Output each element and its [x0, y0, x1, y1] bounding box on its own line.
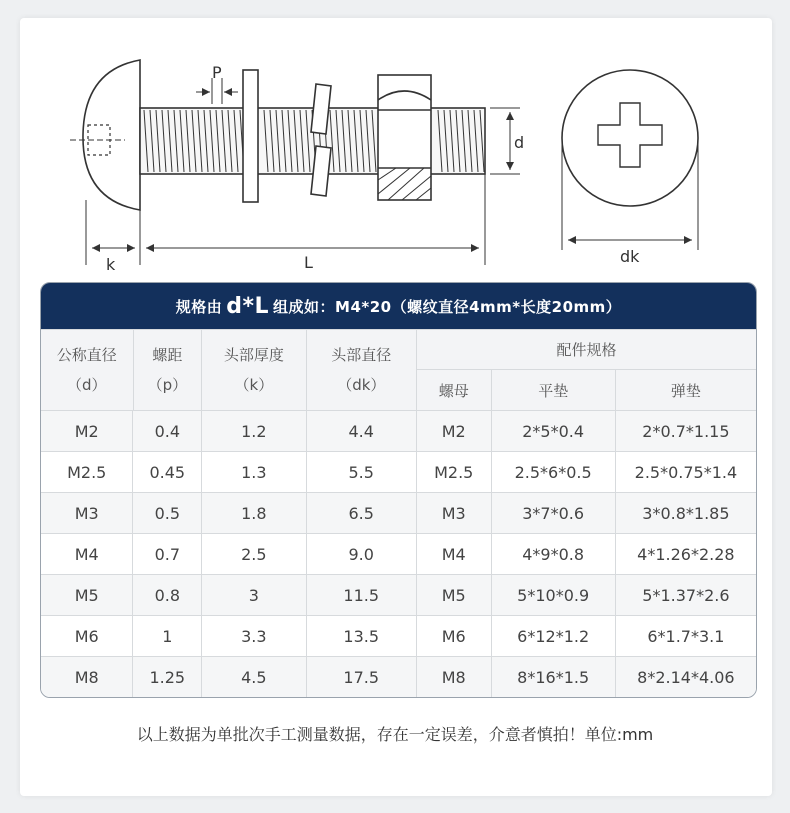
title-formula: d*L [226, 293, 270, 319]
screw-diagram [0, 0, 790, 280]
cell-p: 0.5 [133, 493, 202, 533]
table-body [41, 410, 756, 697]
cell-p: 0.7 [133, 534, 202, 574]
cell-nut: M2 [417, 411, 492, 451]
cell-k: 3 [202, 575, 306, 615]
cell-spring-washer: 2.5*0.75*1.4 [634, 462, 738, 482]
cell-d: M3 [41, 493, 133, 533]
cell-flat-washer: 2.5*6*0.5 [492, 452, 616, 492]
cell-nut: M6 [417, 616, 492, 656]
cell-nut: M8 [417, 657, 492, 697]
label-dk: dk [620, 247, 640, 266]
table-title [41, 283, 756, 329]
table-row [41, 574, 756, 615]
cell-p: 0.8 [133, 575, 202, 615]
table-row [41, 656, 756, 697]
cell-dk: 17.5 [307, 657, 417, 697]
label-d: d [514, 133, 525, 152]
cell-d: M8 [41, 657, 133, 697]
cell-p: 1.25 [133, 657, 202, 697]
title-prefix: 规格由 [175, 297, 223, 316]
header-spring-washer: 弹垫 [670, 381, 701, 400]
cell-d: M6 [41, 616, 133, 656]
cell-nut: M2.5 [417, 452, 492, 492]
table-row [41, 492, 756, 533]
cell-p: 0.45 [133, 452, 202, 492]
header-p: 螺距 （p） [134, 330, 203, 410]
spec-table [40, 282, 757, 698]
cell-p: 1 [133, 616, 202, 656]
cell-spring-washer: 3*0.8*1.85 [642, 503, 730, 523]
cell-k: 3.3 [202, 616, 306, 656]
cell-nut: M5 [417, 575, 492, 615]
cell-d: M2.5 [41, 452, 133, 492]
cell-dk: 6.5 [307, 493, 417, 533]
cell-dk: 5.5 [307, 452, 417, 492]
header-nut: 螺母 [417, 370, 492, 410]
cell-k: 1.8 [202, 493, 306, 533]
table-row [41, 533, 756, 574]
cell-k: 1.3 [202, 452, 306, 492]
cell-spring-washer: 2*0.7*1.15 [642, 421, 730, 441]
cell-dk: 9.0 [307, 534, 417, 574]
cell-flat-washer: 5*10*0.9 [492, 575, 616, 615]
table-row [41, 615, 756, 656]
header-d: 公称直径 （d） [41, 330, 134, 410]
cell-dk: 4.4 [307, 411, 417, 451]
cell-flat-washer: 4*9*0.8 [492, 534, 616, 574]
header-flat-washer: 平垫 [492, 370, 616, 410]
cell-k: 2.5 [202, 534, 306, 574]
cell-nut: M3 [417, 493, 492, 533]
title-suffix: 组成如：M4*20（螺纹直径4mm*长度20mm） [273, 297, 622, 316]
label-L: L [304, 253, 313, 272]
header-accessories [417, 330, 756, 410]
cell-dk: 13.5 [307, 616, 417, 656]
cell-k: 1.2 [202, 411, 306, 451]
header-group-title: 配件规格 [417, 330, 756, 370]
table-header [41, 329, 756, 410]
cell-spring-washer: 5*1.37*2.6 [642, 585, 730, 605]
cell-flat-washer: 6*12*1.2 [492, 616, 616, 656]
label-k: k [106, 255, 116, 274]
footer-note: 以上数据为单批次手工测量数据，存在一定误差，介意者慎拍！单位:mm [136, 725, 654, 744]
cell-flat-washer: 2*5*0.4 [492, 411, 616, 451]
cell-d: M4 [41, 534, 133, 574]
cell-nut: M4 [417, 534, 492, 574]
cell-flat-washer: 3*7*0.6 [492, 493, 616, 533]
cell-spring-washer: 6*1.7*3.1 [647, 626, 725, 646]
header-dk: 头部直径 （dk） [307, 330, 417, 410]
cell-dk: 11.5 [307, 575, 417, 615]
cell-flat-washer: 8*16*1.5 [492, 657, 616, 697]
cell-k: 4.5 [202, 657, 306, 697]
cell-d: M2 [41, 411, 133, 451]
cell-d: M5 [41, 575, 133, 615]
cell-p: 0.4 [133, 411, 202, 451]
table-row [41, 451, 756, 492]
cell-spring-washer: 8*2.14*4.06 [637, 667, 735, 687]
cell-spring-washer: 4*1.26*2.28 [637, 544, 735, 564]
table-row [41, 410, 756, 451]
label-p: P [212, 63, 222, 82]
header-k: 头部厚度 （k） [202, 330, 306, 410]
